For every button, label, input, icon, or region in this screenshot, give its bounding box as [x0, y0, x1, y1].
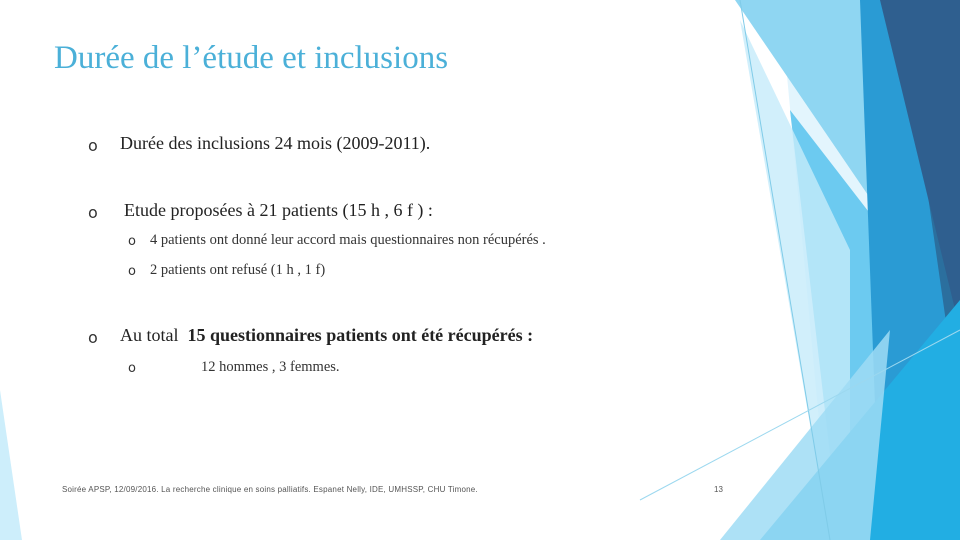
bullet-marker: o: [88, 328, 98, 347]
sub-bullet-refused: 2 patients ont refusé (1 h , 1 f): [150, 262, 326, 278]
bullet-total-bold: 15 questionnaires patients ont été récupérés :: [187, 325, 534, 345]
bullet-inclusion-duration: Durée des inclusions 24 mois (2009-2011).: [120, 133, 431, 153]
slide-footer: Soirée APSP, 12/09/2016. La recherche clinique en soins palliatifs. Espanet Nelly, IDE, UMHSSP, CHU Timone.: [62, 485, 478, 494]
bullet-total-prefix: Au total: [120, 325, 179, 345]
sub-bullet-gender-split: 12 hommes , 3 femmes.: [201, 359, 340, 375]
bullet-marker: o: [88, 203, 98, 222]
sub-bullet-consent: 4 patients ont donné leur accord mais questionnaires non récupérés .: [150, 232, 546, 248]
page-number: 13: [714, 485, 723, 494]
slide-title: Durée de l’étude et inclusions: [54, 40, 449, 76]
bullet-total: [120, 325, 533, 346]
sub-bullet-marker: o: [128, 234, 136, 249]
left-edge-shape: [0, 390, 22, 540]
bullet-marker: o: [88, 136, 98, 155]
bullet-study-proposed: Etude proposées à 21 patients (15 h , 6 f ) :: [124, 200, 433, 220]
sub-bullet-marker: o: [128, 264, 136, 279]
sub-bullet-marker: o: [128, 361, 136, 376]
